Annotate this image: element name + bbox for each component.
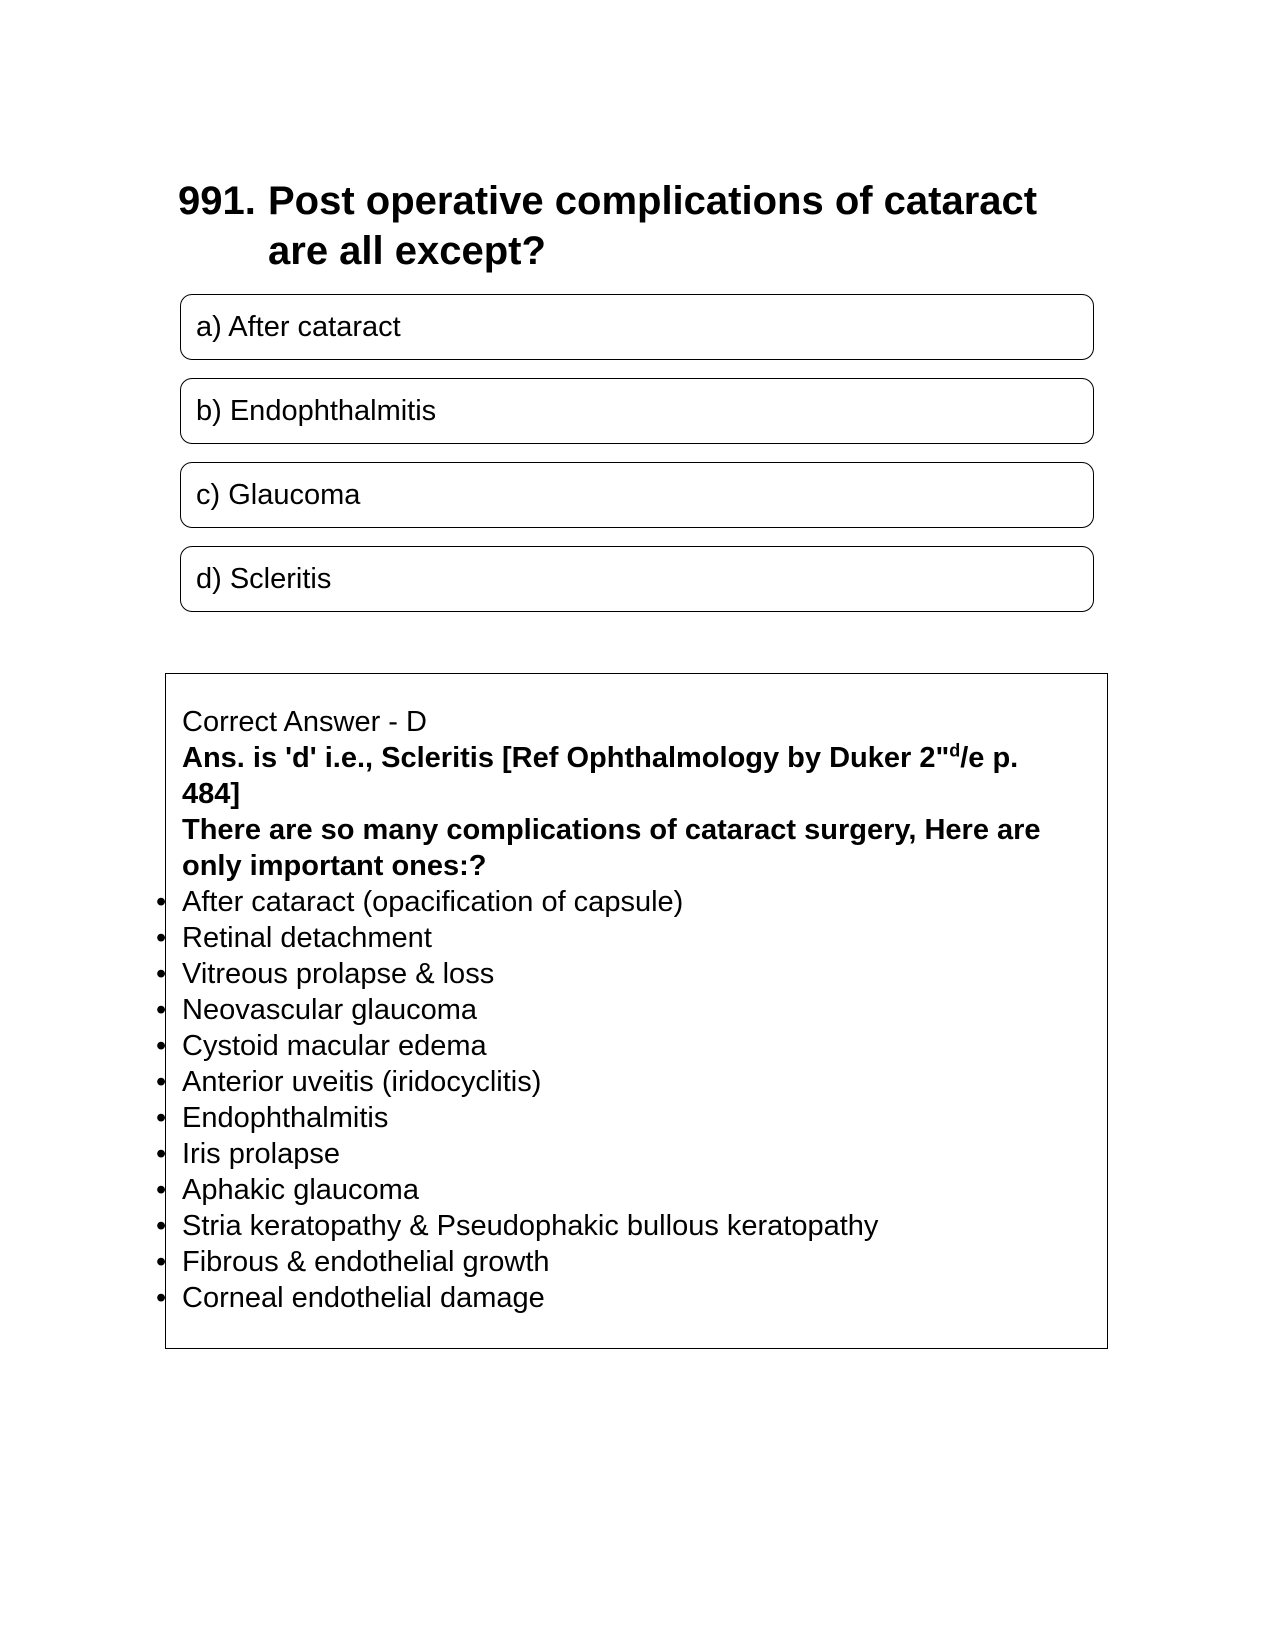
option-b[interactable]: b) Endophthalmitis: [180, 378, 1094, 444]
reference-prefix: Ans. is 'd' i.e., Scleritis [Ref Ophthalmology by Duker 2": [182, 742, 950, 774]
option-d[interactable]: d) Scleritis: [180, 546, 1094, 612]
answer-reference: [182, 740, 1082, 812]
list-item: • Retinal detachment: [156, 922, 432, 954]
list-item: • Stria keratopathy & Pseudophakic bullous keratopathy: [156, 1210, 879, 1242]
list-item: • Iris prolapse: [156, 1138, 340, 1170]
reference-suffix: /e p. 484]: [182, 742, 1019, 810]
bullet-icon: •: [156, 994, 167, 1026]
answer-intro: There are so many complications of cataract surgery, Here are only important ones:?: [182, 814, 1041, 882]
question-text: Post operative complications of cataract are all except?: [268, 179, 1038, 273]
bullet-icon: •: [156, 1282, 167, 1314]
list-item: • Cystoid macular edema: [156, 1030, 487, 1062]
list-item: • Vitreous prolapse & loss: [156, 958, 495, 990]
answer-content: [156, 704, 1082, 1316]
bullet-icon: •: [156, 1102, 167, 1134]
question-heading: [178, 176, 1098, 276]
bullet-icon: •: [156, 958, 167, 990]
bullet-icon: •: [156, 1138, 167, 1170]
bullet-icon: •: [156, 1174, 167, 1206]
list-item: • Anterior uveitis (iridocyclitis): [156, 1066, 542, 1098]
bullet-icon: •: [156, 1246, 167, 1278]
list-item: • After cataract (opacification of capsule): [156, 886, 684, 918]
bullet-icon: •: [156, 886, 167, 918]
question-number: 991.: [178, 179, 256, 223]
list-item: • Fibrous & endothelial growth: [156, 1246, 550, 1278]
bullet-icon: •: [156, 922, 167, 954]
answer-explanation-box: [156, 673, 1108, 1349]
list-item: • Aphakic glaucoma: [156, 1174, 419, 1206]
complications-list: [156, 884, 1082, 1316]
list-item: • Neovascular glaucoma: [156, 994, 477, 1026]
list-item: • Endophthalmitis: [156, 1102, 389, 1134]
bullet-icon: •: [156, 1066, 167, 1098]
option-c[interactable]: c) Glaucoma: [180, 462, 1094, 528]
reference-superscript: d: [949, 740, 961, 761]
bullet-icon: •: [156, 1210, 167, 1242]
correct-answer-label: Correct Answer - D: [182, 706, 427, 738]
option-a[interactable]: a) After cataract: [180, 294, 1094, 360]
bullet-icon: •: [156, 1030, 167, 1062]
list-item: • Corneal endothelial damage: [156, 1282, 545, 1314]
